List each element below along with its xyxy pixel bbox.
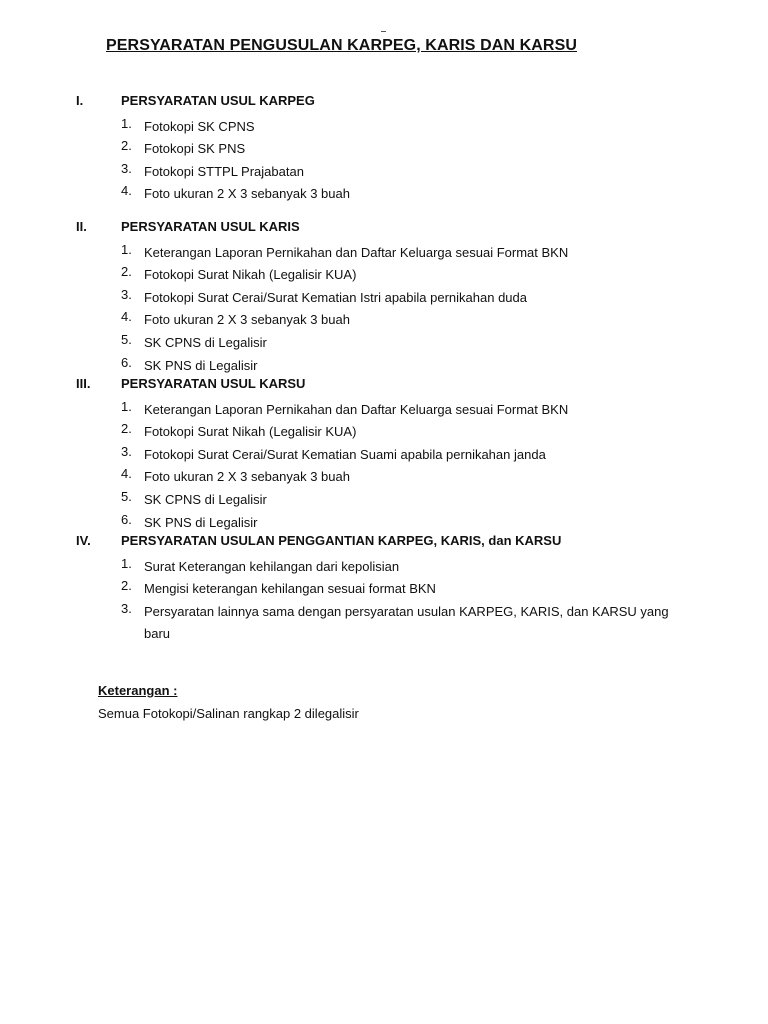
item-text: Fotokopi Surat Nikah (Legalisir KUA): [144, 424, 357, 440]
item-number: 4.: [121, 183, 132, 199]
list-item: [0, 116, 768, 139]
item-text: SK CPNS di Legalisir: [144, 491, 267, 507]
section-number: III.: [76, 376, 91, 391]
item-number: 3.: [121, 443, 132, 459]
section-number: I.: [76, 93, 84, 108]
requirement-list: [0, 116, 768, 206]
item-number: 3.: [121, 286, 132, 302]
section-heading: PERSYARATAN USUL KARPEG: [121, 93, 315, 108]
list-item: [0, 309, 768, 332]
item-number: 2.: [121, 421, 132, 437]
item-text: Persyaratan lainnya sama dengan persyaratan usulan KARPEG, KARIS, dan KARSU yang baru: [144, 603, 669, 642]
section-heading: PERSYARATAN USULAN PENGGANTIAN KARPEG, KARIS, dan KARSU: [121, 533, 562, 548]
item-number: 1.: [121, 555, 132, 571]
item-text: Fotokopi Surat Cerai/Surat Kematian Suami apabila pernikahan janda: [144, 446, 546, 462]
item-number: 3.: [121, 160, 132, 176]
section-number: II.: [76, 219, 87, 234]
list-item: [0, 444, 768, 467]
item-text: Fotokopi SK PNS: [144, 141, 246, 157]
item-number: 1.: [121, 398, 132, 414]
requirement-list: [0, 399, 768, 535]
item-text: Foto ukuran 2 X 3 sebanyak 3 buah: [144, 186, 350, 202]
item-number: 2.: [121, 264, 132, 280]
item-text: SK CPNS di Legalisir: [144, 334, 267, 350]
item-text: Surat Keterangan kehilangan dari kepolisian: [144, 558, 400, 574]
list-item: [0, 601, 768, 646]
list-item: [0, 578, 768, 601]
requirement-list: [0, 242, 768, 378]
list-item: [0, 138, 768, 161]
header-mark: [381, 31, 386, 32]
item-number: 1.: [121, 241, 132, 257]
list-item: [0, 161, 768, 184]
note-text: Semua Fotokopi/Salinan rangkap 2 dilegalisir: [98, 706, 359, 721]
section-heading: PERSYARATAN USUL KARIS: [121, 219, 300, 234]
list-item: [0, 421, 768, 444]
item-text: Fotokopi Surat Nikah (Legalisir KUA): [144, 267, 357, 283]
item-text: Fotokopi Surat Cerai/Surat Kematian Istri apabila pernikahan duda: [144, 289, 527, 305]
list-item: [0, 489, 768, 512]
item-text: Keterangan Laporan Pernikahan dan Daftar Keluarga sesuai Format BKN: [144, 244, 569, 260]
list-item: [0, 287, 768, 310]
list-item: [0, 399, 768, 422]
list-item: [0, 556, 768, 579]
item-text: Foto ukuran 2 X 3 sebanyak 3 buah: [144, 312, 350, 328]
item-number: 1.: [121, 115, 132, 131]
item-number: 6.: [121, 354, 132, 370]
list-item: [0, 512, 768, 535]
item-text: SK PNS di Legalisir: [144, 357, 258, 373]
item-number: 2.: [121, 578, 132, 594]
list-item: [0, 332, 768, 355]
item-number: 2.: [121, 138, 132, 154]
item-number: 3.: [121, 600, 132, 616]
page-title: PERSYARATAN PENGUSULAN KARPEG, KARIS DAN KARSU: [106, 37, 578, 54]
item-text: Mengisi keterangan kehilangan sesuai format BKN: [144, 581, 436, 597]
item-number: 5.: [121, 488, 132, 504]
section-number: IV.: [76, 533, 91, 548]
item-number: 4.: [121, 309, 132, 325]
item-number: 6.: [121, 511, 132, 527]
item-number: 5.: [121, 331, 132, 347]
item-text: SK PNS di Legalisir: [144, 514, 258, 530]
item-text: Fotokopi SK CPNS: [144, 118, 255, 134]
requirement-list: [0, 556, 768, 646]
item-number: 4.: [121, 466, 132, 482]
item-text: Keterangan Laporan Pernikahan dan Daftar Keluarga sesuai Format BKN: [144, 401, 569, 417]
list-item: [0, 466, 768, 489]
list-item: [0, 264, 768, 287]
item-text: Fotokopi STTPL Prajabatan: [144, 163, 304, 179]
note-title: Keterangan :: [98, 683, 178, 698]
section-heading: PERSYARATAN USUL KARSU: [121, 376, 306, 391]
item-text: Foto ukuran 2 X 3 sebanyak 3 buah: [144, 469, 350, 485]
list-item: [0, 183, 768, 206]
list-item: [0, 242, 768, 265]
list-item: [0, 355, 768, 378]
